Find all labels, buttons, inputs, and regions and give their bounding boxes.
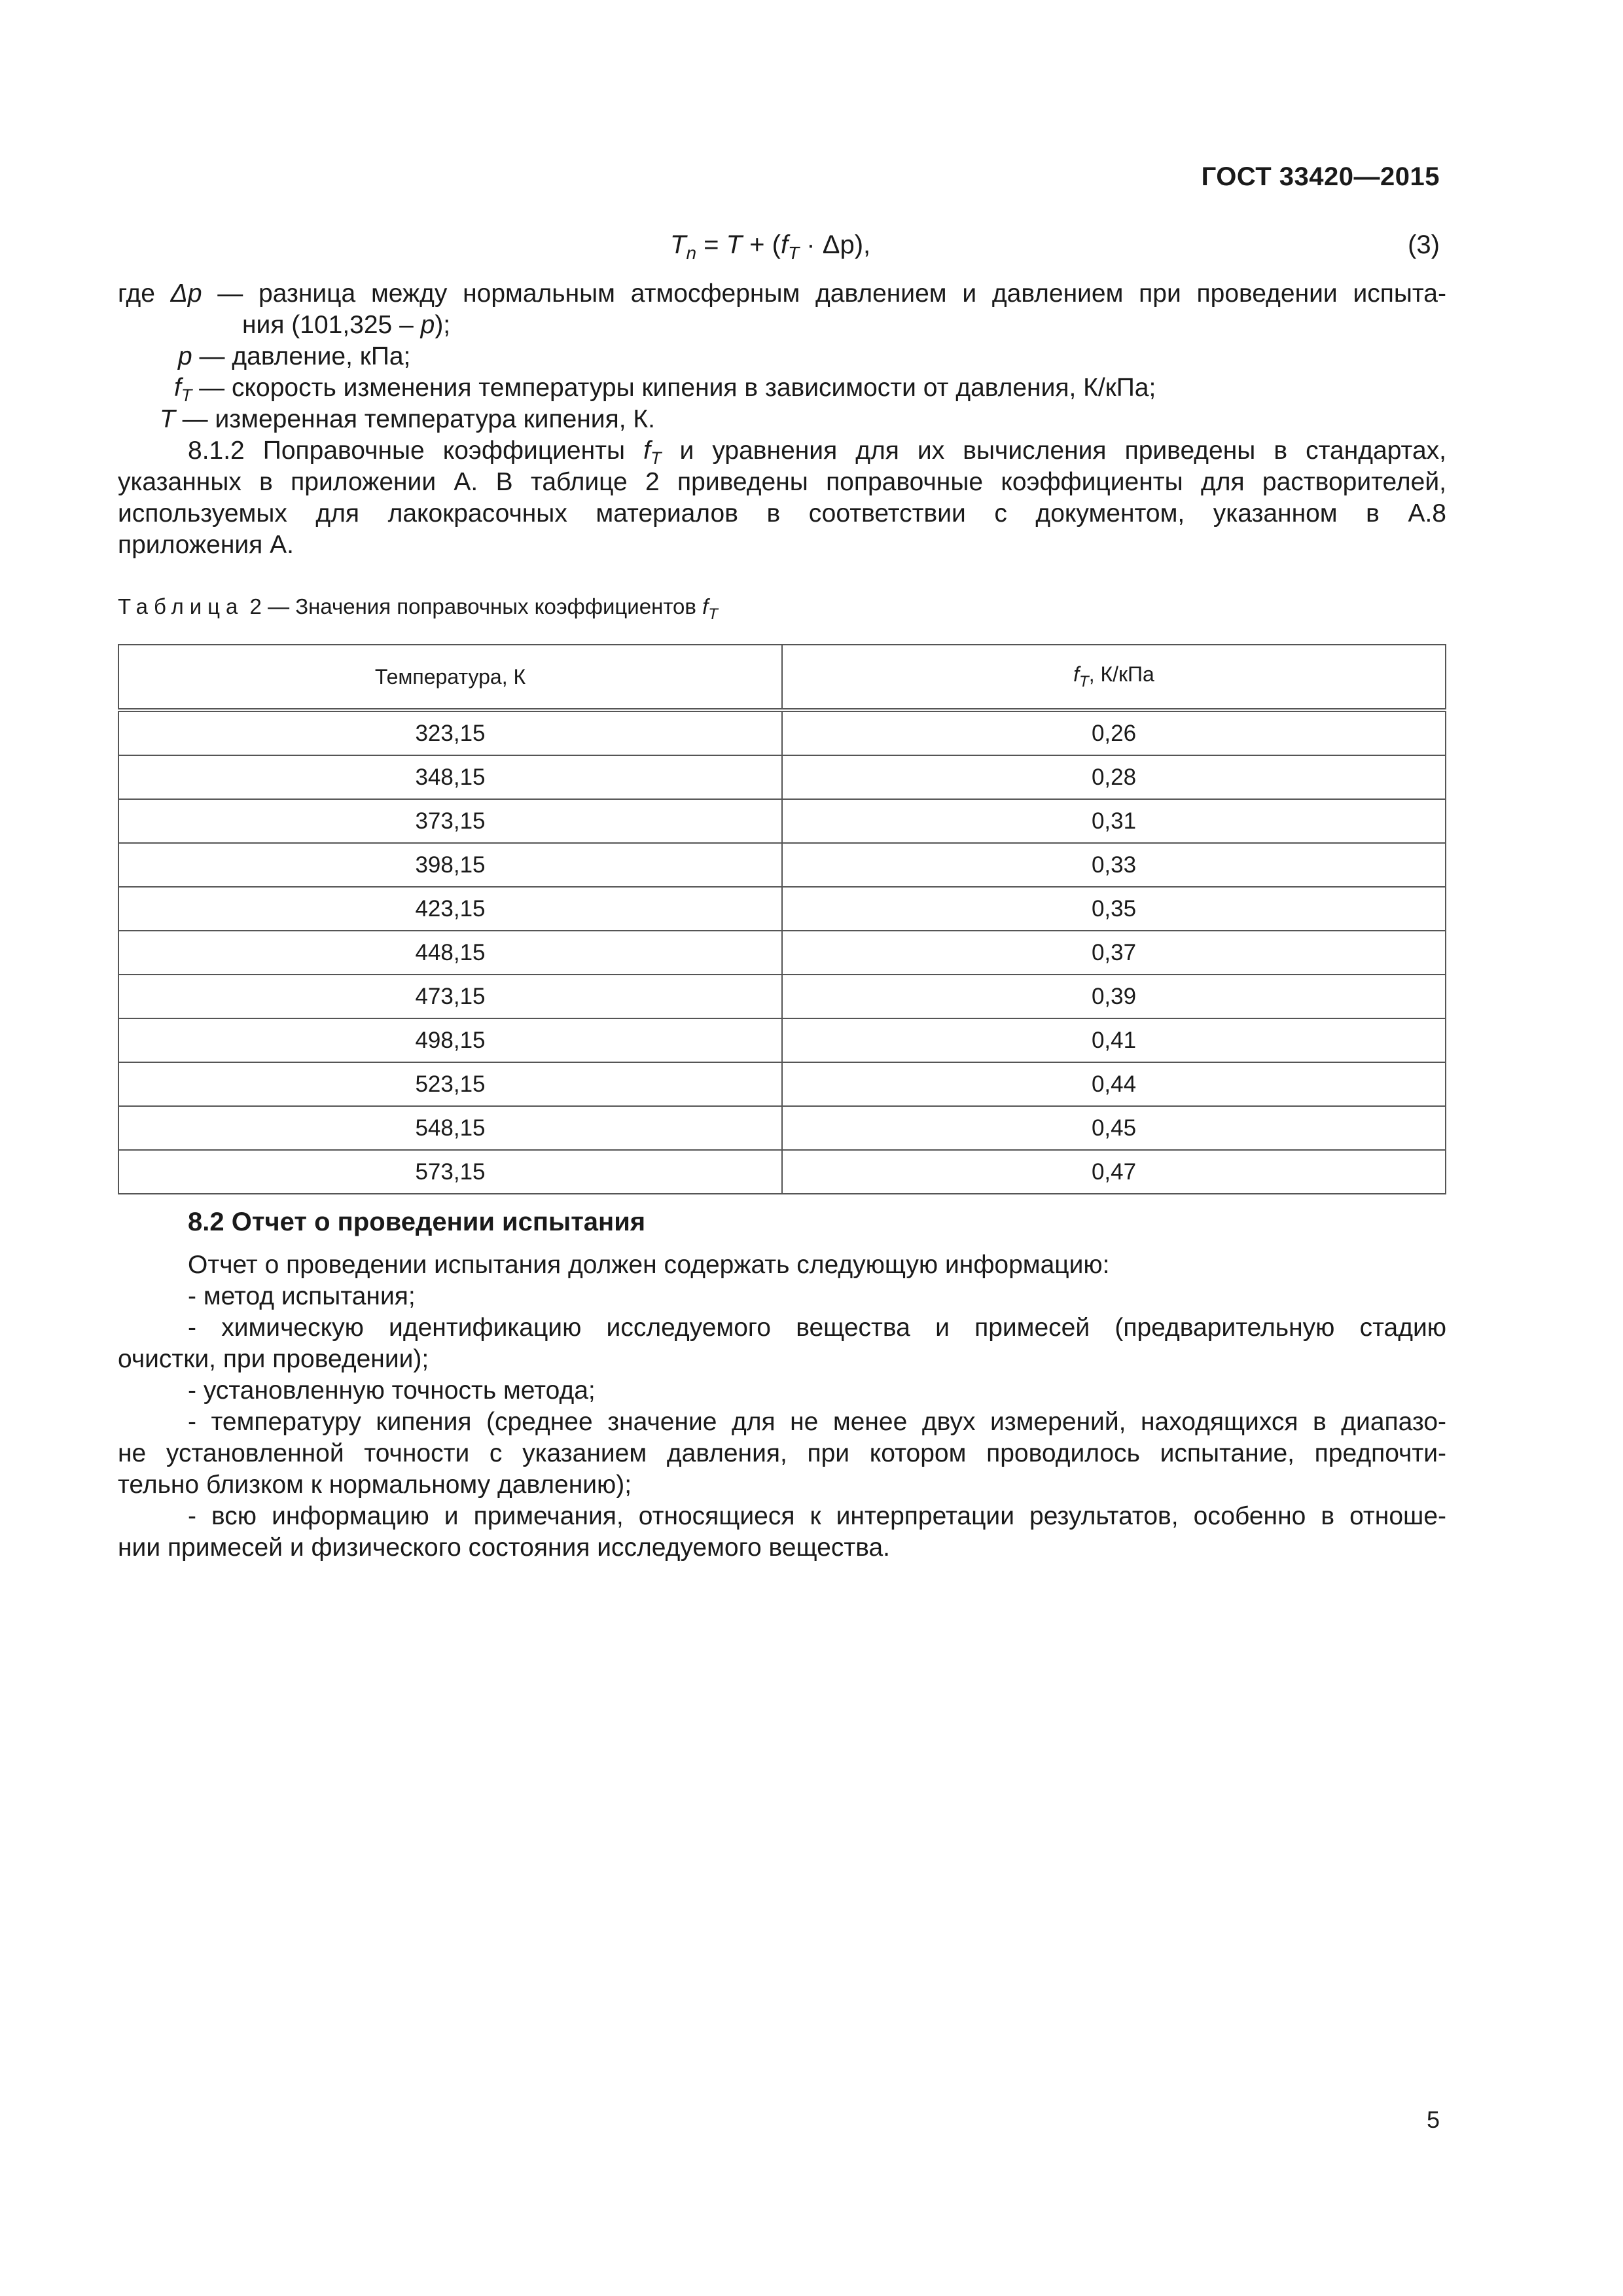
report-item-2-line2: очистки, при проведении); — [118, 1345, 429, 1373]
equation-number: (3) — [1408, 230, 1440, 259]
cell-temperature: 473,15 — [118, 975, 782, 1018]
table-row — [118, 799, 1446, 843]
column-header-fT: $f_T$, К/кПа — [782, 645, 1446, 710]
table-row — [118, 1062, 1446, 1106]
report-item-3: - установленную точность метода; — [188, 1376, 596, 1405]
correction-coefficients-table — [118, 644, 1446, 1194]
report-item-4-line2: не установленной точности с указанием давления, при котором проводилось испытание, предпочти- — [118, 1439, 1446, 1467]
para-8-1-2-line3: используемых для лакокрасочных материалов в соответствии с документом, указанном в А.8 — [118, 499, 1446, 528]
cell-temperature: 498,15 — [118, 1018, 782, 1062]
cell-coefficient: 0,41 — [782, 1018, 1446, 1062]
report-item-1: - метод испытания; — [188, 1282, 416, 1310]
cell-coefficient: 0,35 — [782, 887, 1446, 931]
page-number: 5 — [1426, 2106, 1440, 2133]
table-row — [118, 755, 1446, 799]
report-item-4-line1: - температуру кипения (среднее значение для не менее двух измерений, находящихся в диапазо- — [188, 1408, 1446, 1436]
cell-temperature: 423,15 — [118, 887, 782, 931]
cell-temperature: 448,15 — [118, 931, 782, 975]
cell-temperature: 348,15 — [118, 755, 782, 799]
report-item-2-line1: - химическую идентификацию исследуемого вещества и примесей (предварительную стадию — [188, 1314, 1446, 1342]
cell-coefficient: 0,44 — [782, 1062, 1446, 1106]
cell-temperature: 523,15 — [118, 1062, 782, 1106]
cell-temperature: 548,15 — [118, 1106, 782, 1150]
cell-coefficient: 0,47 — [782, 1150, 1446, 1194]
cell-coefficient: 0,33 — [782, 843, 1446, 887]
definition-T: T — измеренная температура кипения, К. — [160, 405, 655, 433]
definition-fT: $f_T$ — скорость изменения температуры кипения в зависимости от давления, К/кПа; — [174, 374, 1156, 405]
table-caption: Таблица 2 — Значения поправочных коэффициентов $f_T$ — [118, 594, 718, 623]
cell-temperature: 573,15 — [118, 1150, 782, 1194]
document-standard-number: ГОСТ 33420—2015 — [1201, 162, 1440, 191]
cell-temperature: 398,15 — [118, 843, 782, 887]
table-row — [118, 975, 1446, 1018]
para-8-1-2-line1: 8.1.2 Поправочные коэффициенты $f_T$ и уравнения для их вычисления приведены в стандартах, — [188, 437, 1447, 468]
cell-coefficient: 0,37 — [782, 931, 1446, 975]
definition-p: p — давление, кПа; — [178, 342, 411, 370]
table-row — [118, 1106, 1446, 1150]
report-item-4-line3: тельно близком к нормальному давлению); — [118, 1471, 632, 1499]
cell-coefficient: 0,39 — [782, 975, 1446, 1018]
table-header-row — [118, 645, 1446, 710]
section-8-2-intro: Отчет о проведении испытания должен содержать следующую информацию: — [188, 1251, 1110, 1279]
table-row — [118, 710, 1446, 755]
para-8-1-2-line2: указанных в приложении А. В таблице 2 приведены поправочные коэффициенты для растворителей, — [118, 468, 1446, 496]
cell-temperature: 373,15 — [118, 799, 782, 843]
para-8-1-2-line4: приложения А. — [118, 531, 294, 559]
cell-coefficient: 0,26 — [782, 710, 1446, 755]
table-row — [118, 843, 1446, 887]
column-header-temperature: Температура, К — [118, 645, 782, 710]
cell-coefficient: 0,28 — [782, 755, 1446, 799]
section-8-2-title: 8.2 Отчет о проведении испытания — [188, 1208, 646, 1236]
report-item-5-line1: - всю информацию и примечания, относящиеся к интерпретации результатов, особенно в отноше- — [188, 1502, 1446, 1530]
report-item-5-line2: нии примесей и физического состояния исследуемого вещества. — [118, 1534, 890, 1562]
definition-dp-continued: ния (101,325 – p); — [242, 311, 451, 339]
formula-3: $T_n = T + (f_T \cdot \Delta p)$, — [670, 230, 871, 263]
cell-temperature: 323,15 — [118, 710, 782, 755]
definition-dp: где Δp — разница между нормальным атмосферным давлением и давлением при проведении испыта- — [118, 279, 1446, 308]
table-row — [118, 931, 1446, 975]
table-row — [118, 1018, 1446, 1062]
table-row — [118, 887, 1446, 931]
cell-coefficient: 0,45 — [782, 1106, 1446, 1150]
table-row — [118, 1150, 1446, 1194]
cell-coefficient: 0,31 — [782, 799, 1446, 843]
